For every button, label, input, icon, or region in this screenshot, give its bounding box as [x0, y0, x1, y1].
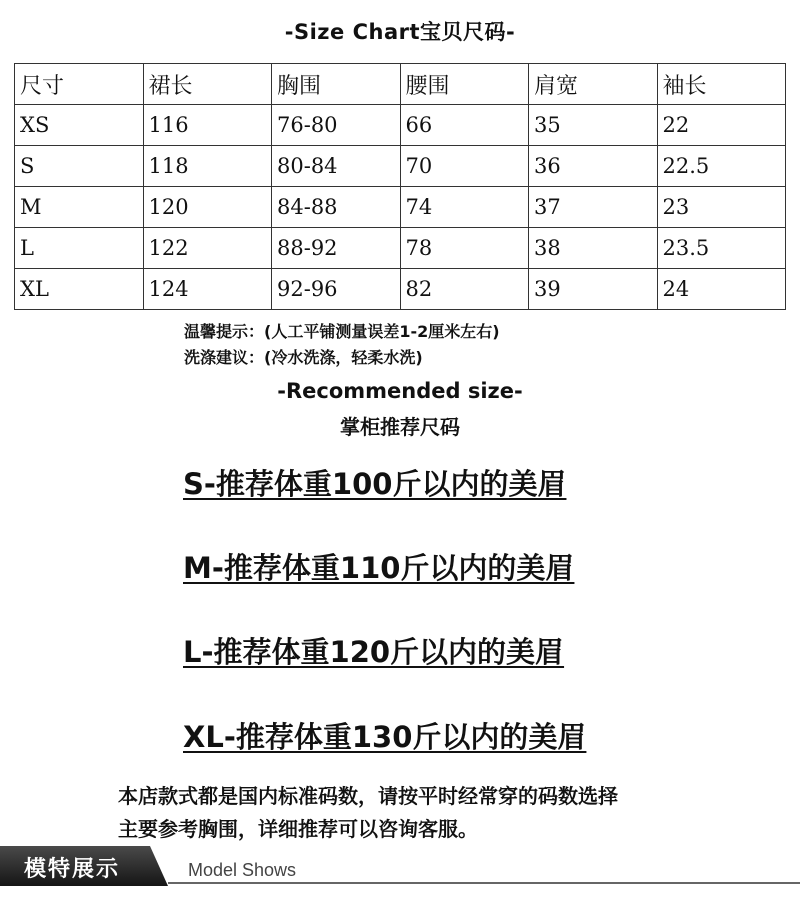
- table-cell: 116: [143, 105, 272, 146]
- store-size-note: [118, 780, 618, 846]
- table-row: [15, 105, 786, 146]
- model-shows-divider: [168, 882, 800, 884]
- table-cell: 24: [657, 269, 786, 310]
- table-cell: 66: [400, 105, 529, 146]
- model-shows-tab-label: 模特展示: [24, 857, 121, 882]
- table-cell: 76-80: [272, 105, 401, 146]
- table-row: [15, 269, 786, 310]
- header-waist: 腰围: [400, 64, 529, 105]
- header-shoulder: 肩宽: [529, 64, 658, 105]
- table-row: [15, 146, 786, 187]
- table-cell: XL: [15, 269, 144, 310]
- header-sleeve: 袖长: [657, 64, 786, 105]
- table-cell: M: [15, 187, 144, 228]
- recommend-line-m: M-推荐体重110斤以内的美眉: [183, 551, 575, 585]
- header-size: 尺寸: [15, 64, 144, 105]
- recommend-line-s: S-推荐体重100斤以内的美眉: [183, 467, 567, 501]
- table-cell: 74: [400, 187, 529, 228]
- table-cell: 37: [529, 187, 658, 228]
- table-cell: 38: [529, 228, 658, 269]
- table-cell: 78: [400, 228, 529, 269]
- table-cell: L: [15, 228, 144, 269]
- table-cell: 122: [143, 228, 272, 269]
- header-bust: 胸围: [272, 64, 401, 105]
- table-cell: 92-96: [272, 269, 401, 310]
- table-cell: 23: [657, 187, 786, 228]
- store-size-note-line1: 本店款式都是国内标准码数，请按平时经常穿的码数选择: [118, 784, 618, 808]
- table-cell: 120: [143, 187, 272, 228]
- table-cell: 35: [529, 105, 658, 146]
- header-skirt-length: 裙长: [143, 64, 272, 105]
- table-cell: 22: [657, 105, 786, 146]
- table-row: [15, 187, 786, 228]
- recommended-size-title: -Recommended size-: [277, 379, 523, 403]
- table-row: [15, 228, 786, 269]
- recommend-line-l: L-推荐体重120斤以内的美眉: [183, 635, 565, 669]
- table-header-row: [15, 64, 786, 105]
- table-cell: 36: [529, 146, 658, 187]
- table-cell: 39: [529, 269, 658, 310]
- table-cell: 23.5: [657, 228, 786, 269]
- care-notes: [184, 319, 500, 371]
- table-cell: 84-88: [272, 187, 401, 228]
- table-cell: 22.5: [657, 146, 786, 187]
- table-cell: S: [15, 146, 144, 187]
- table-cell: 118: [143, 146, 272, 187]
- table-cell: 88-92: [272, 228, 401, 269]
- table-cell: 80-84: [272, 146, 401, 187]
- model-shows-caption: Model Shows: [188, 860, 297, 880]
- table-cell: 124: [143, 269, 272, 310]
- recommend-line-xl: XL-推荐体重130斤以内的美眉: [183, 720, 587, 754]
- table-cell: 82: [400, 269, 529, 310]
- size-chart-title: -Size Chart宝贝尺码-: [284, 20, 516, 44]
- model-shows-banner: [0, 846, 800, 886]
- table-cell: XS: [15, 105, 144, 146]
- measurement-tip: 温馨提示：(人工平铺测量误差1-2厘米左右): [184, 322, 500, 341]
- wash-advice: 洗涤建议：(冷水洗涤，轻柔水洗): [184, 348, 423, 367]
- size-table: [14, 63, 786, 310]
- table-cell: 70: [400, 146, 529, 187]
- recommended-size-subtitle: 掌柜推荐尺码: [340, 415, 460, 439]
- store-size-note-line2: 主要参考胸围，详细推荐可以咨询客服。: [118, 817, 478, 841]
